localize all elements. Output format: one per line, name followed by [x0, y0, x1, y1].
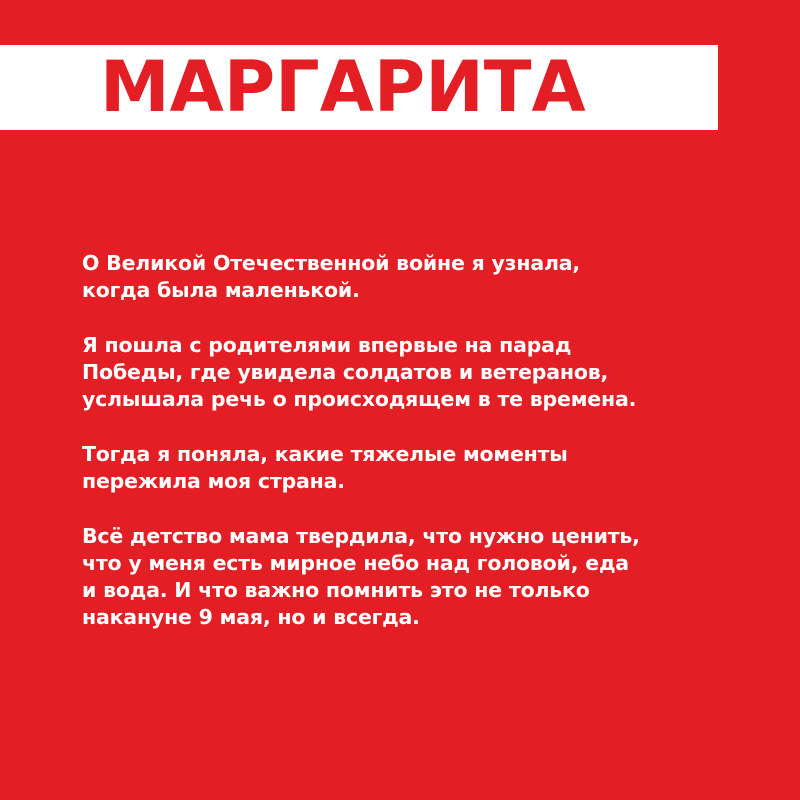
paragraph-3	[82, 441, 762, 495]
paragraph-2	[82, 332, 762, 413]
paragraph-line: Я пошла с родителями впервые на парад	[82, 333, 572, 357]
paragraph-line: услышала речь о происходящем в те времена.	[82, 387, 637, 411]
paragraph-1	[82, 250, 762, 304]
paragraph-line: что у меня есть мирное небо над головой, еда	[82, 551, 629, 575]
poster-title: МАРГАРИТА	[100, 46, 586, 128]
paragraph-line: когда была маленькой.	[82, 278, 360, 302]
paragraph-line: Тогда я поняла, какие тяжелые моменты	[82, 442, 568, 466]
paragraph-line: О Великой Отечественной войне я узнала,	[82, 251, 581, 275]
paragraph-line: и вода. И что важно помнить это не только	[82, 578, 590, 602]
paragraph-line: Победы, где увидела солдатов и ветеранов,	[82, 360, 609, 384]
paragraph-4	[82, 523, 762, 631]
story-text	[82, 250, 762, 659]
paragraph-line: Всё детство мама твердила, что нужно ценить,	[82, 524, 640, 548]
paragraph-line: пережила моя страна.	[82, 469, 345, 493]
paragraph-line: накануне 9 мая, но и всегда.	[82, 605, 420, 629]
